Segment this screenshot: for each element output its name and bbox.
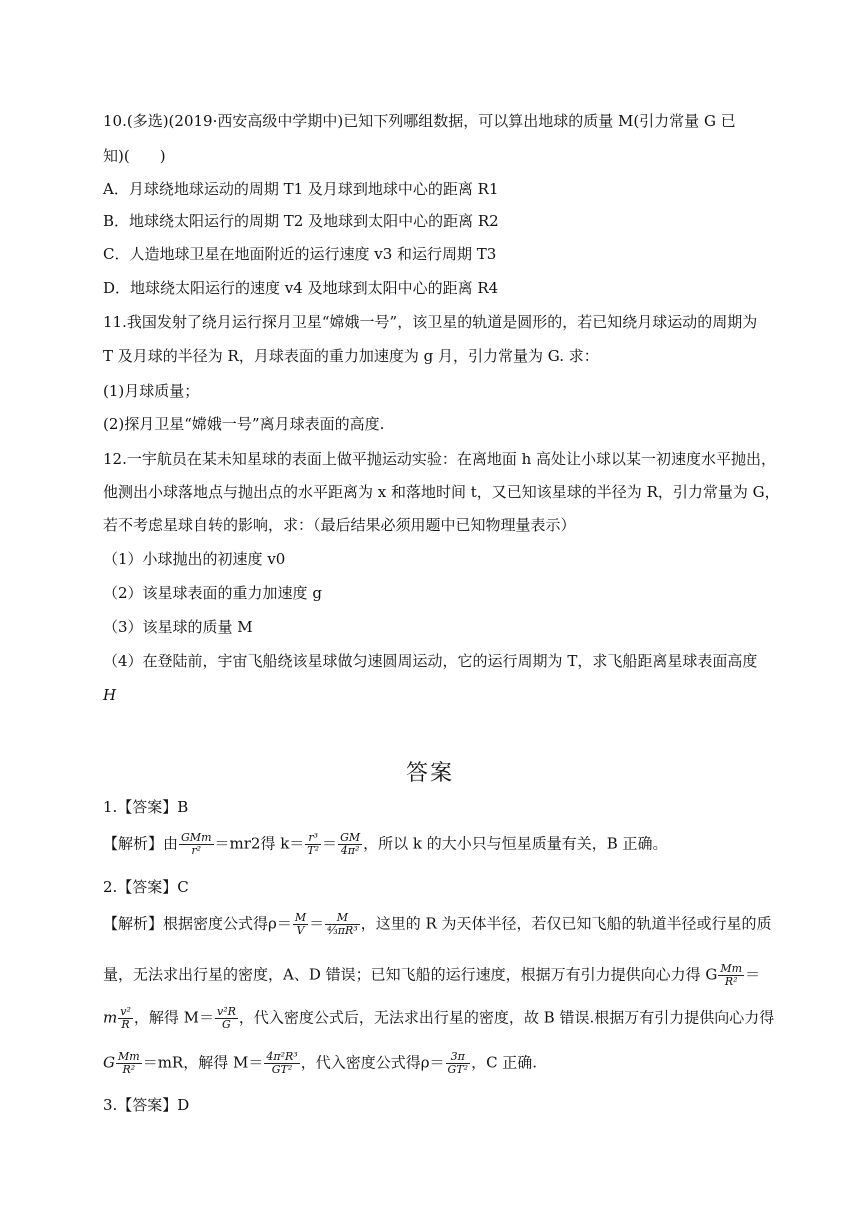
formula-mm-over-r2-b: $\frac{Mm}{\text{R²}}$ xyxy=(117,1050,140,1076)
q10-option-c: C．人造地球卫星在地面附近的运行速度 v3 和运行周期 T3 xyxy=(103,245,497,263)
q10-option-a: A．月球绕地球运动的周期 T1 及月球到地球中心的距离 R1 xyxy=(103,180,499,198)
q11-stem-line1: 11.我国发射了绕月运行探月卫星“嫦娥一号”，该卫星的轨道是圆形的，若已知绕月球运动的周期为 xyxy=(103,313,758,331)
q11-part1: (1)月球质量； xyxy=(103,382,200,400)
formula-r3-over-t2: $\frac{\text{r³}}{\text{T²}}$ xyxy=(307,831,320,857)
q11-stem-line2: T 及月球的半径为 R，月球表面的重力加速度为 g 月，引力常量为 G. 求： xyxy=(103,347,599,365)
answer-2-exp-line3 xyxy=(103,1006,774,1031)
answer-1-explanation xyxy=(103,832,668,857)
q12-part2: （2）该星球表面的重力加速度 g xyxy=(103,584,322,602)
answer-2-exp-line2: 量，无法求出行星的密度，A、D 错误；已知飞船的运行速度，根据万有引力提供向心力得 G $\frac{Mm}{\text{R²}}$ ＝ xyxy=(103,962,761,988)
q10-stem-line1: 10.(多选)(2019·西安高级中学期中)已知下列哪组数据，可以算出地球的质量 M(引力常量 G 已 xyxy=(103,112,736,130)
a2-l4-suffix: ，C 正确. xyxy=(471,1053,538,1072)
a1-exp-mid1: ＝mr2得 k＝ xyxy=(214,834,305,853)
a2-l3-suffix: ，代入密度公式后，无法求出行星的密度，故 B 错误.根据万有引力提供向心力得 xyxy=(238,1008,775,1027)
q12-part1: （1）小球抛出的初速度 v0 xyxy=(103,550,286,568)
a2-l4-mid2: ，代入密度公式得ρ＝ xyxy=(300,1053,445,1072)
formula-gmm-over-r2: $\frac{\text{GMm}}{\text{r²}}$ xyxy=(181,831,212,857)
formula-3pi-over-gt2: $\frac{3\pi}{\text{GT²}}$ xyxy=(447,1050,469,1076)
a1-exp-prefix: 【解析】由 xyxy=(103,834,179,853)
q12-stem-line2: 他测出小球落地点与抛出点的水平距离为 x 和落地时间 t，又已知该星球的半径为 R，引力常量为 G， xyxy=(103,483,780,501)
a2-l2-text: 量，无法求出行星的密度，A、D 错误；已知飞船的运行速度，根据万有引力提供向心力得 G xyxy=(103,965,718,984)
q12-part4-line1: （4）在登陆前，宇宙飞船绕该星球做匀速圆周运动，它的运行周期为 T，求飞船距离星球表面高度 xyxy=(103,652,758,670)
answer-2-exp-line1: 【解析】根据密度公式得ρ＝ $\frac{M}{V}$ ＝ $\frac{M}{\text{⁴⁄₃πR³}}$ ，这里的 R 为天体半径，若仅已知飞船的轨道半径或行星的质 xyxy=(103,911,772,937)
q11-part2: (2)探月卫星“嫦娥一号”离月球表面的高度. xyxy=(103,415,385,433)
q12-stem-line1: 12.一宇航员在某未知星球的表面上做平抛运动实验：在离地面 h 高处让小球以某一初速度水平抛出， xyxy=(103,450,777,468)
answer-1: 1.【答案】B xyxy=(103,798,189,816)
formula-4pi2r3-over-gt2: $\frac{\text{4π²R³}}{\text{GT²}}$ xyxy=(266,1050,298,1076)
q12-part3: （3）该星球的质量 M xyxy=(103,618,253,636)
a2-l1-prefix: 【解析】根据密度公式得ρ＝ xyxy=(103,914,292,933)
formula-v2-over-r: $\frac{\text{v²}}{R}$ xyxy=(120,1005,131,1031)
a2-l4-prefix: G xyxy=(103,1053,115,1072)
q10-option-b: B．地球绕太阳运行的周期 T2 及地球到太阳中心的距离 R2 xyxy=(103,212,499,230)
a2-l3-prefix: m xyxy=(103,1008,118,1027)
a1-exp-suffix: ，所以 k 的大小只与恒星质量有关，B 正确。 xyxy=(363,834,668,853)
a1-exp-mid2: ＝ xyxy=(322,834,338,853)
a2-l1-suffix: ，这里的 R 为天体半径，若仅已知飞船的轨道半径或行星的质 xyxy=(360,914,772,933)
answer-3: 3.【答案】D xyxy=(103,1096,190,1114)
formula-mm-over-r2: $\frac{Mm}{\text{R²}}$ xyxy=(720,962,743,988)
q10-stem-line2: 知)( ) xyxy=(103,147,166,165)
a2-l3-mid: ，解得 M＝ xyxy=(133,1008,214,1027)
formula-gm-over-4pi2: $\frac{GM}{\text{4π²}}$ xyxy=(340,831,361,857)
formula-m-over-volume: $\frac{M}{\text{⁴⁄₃πR³}}$ xyxy=(327,911,358,937)
formula-m-over-v: $\frac{M}{V}$ xyxy=(294,911,307,937)
answer-2: 2.【答案】C xyxy=(103,878,189,896)
q10-option-d: D．地球绕太阳运行的速度 v4 及地球到太阳中心的距离 R4 xyxy=(103,279,499,297)
q12-stem-line3: 若不考虑星球自转的影响，求：（最后结果必须用题中已知物理量表示） xyxy=(103,516,576,534)
answers-title: 答案 xyxy=(405,761,454,786)
formula-v2r-over-g: $\frac{\text{v²R}}{G}$ xyxy=(217,1005,236,1031)
answer-2-exp-line4 xyxy=(103,1051,537,1076)
q12-part4-line2: H xyxy=(103,686,117,704)
a2-l4-mid: ＝mR，解得 M＝ xyxy=(142,1053,264,1072)
